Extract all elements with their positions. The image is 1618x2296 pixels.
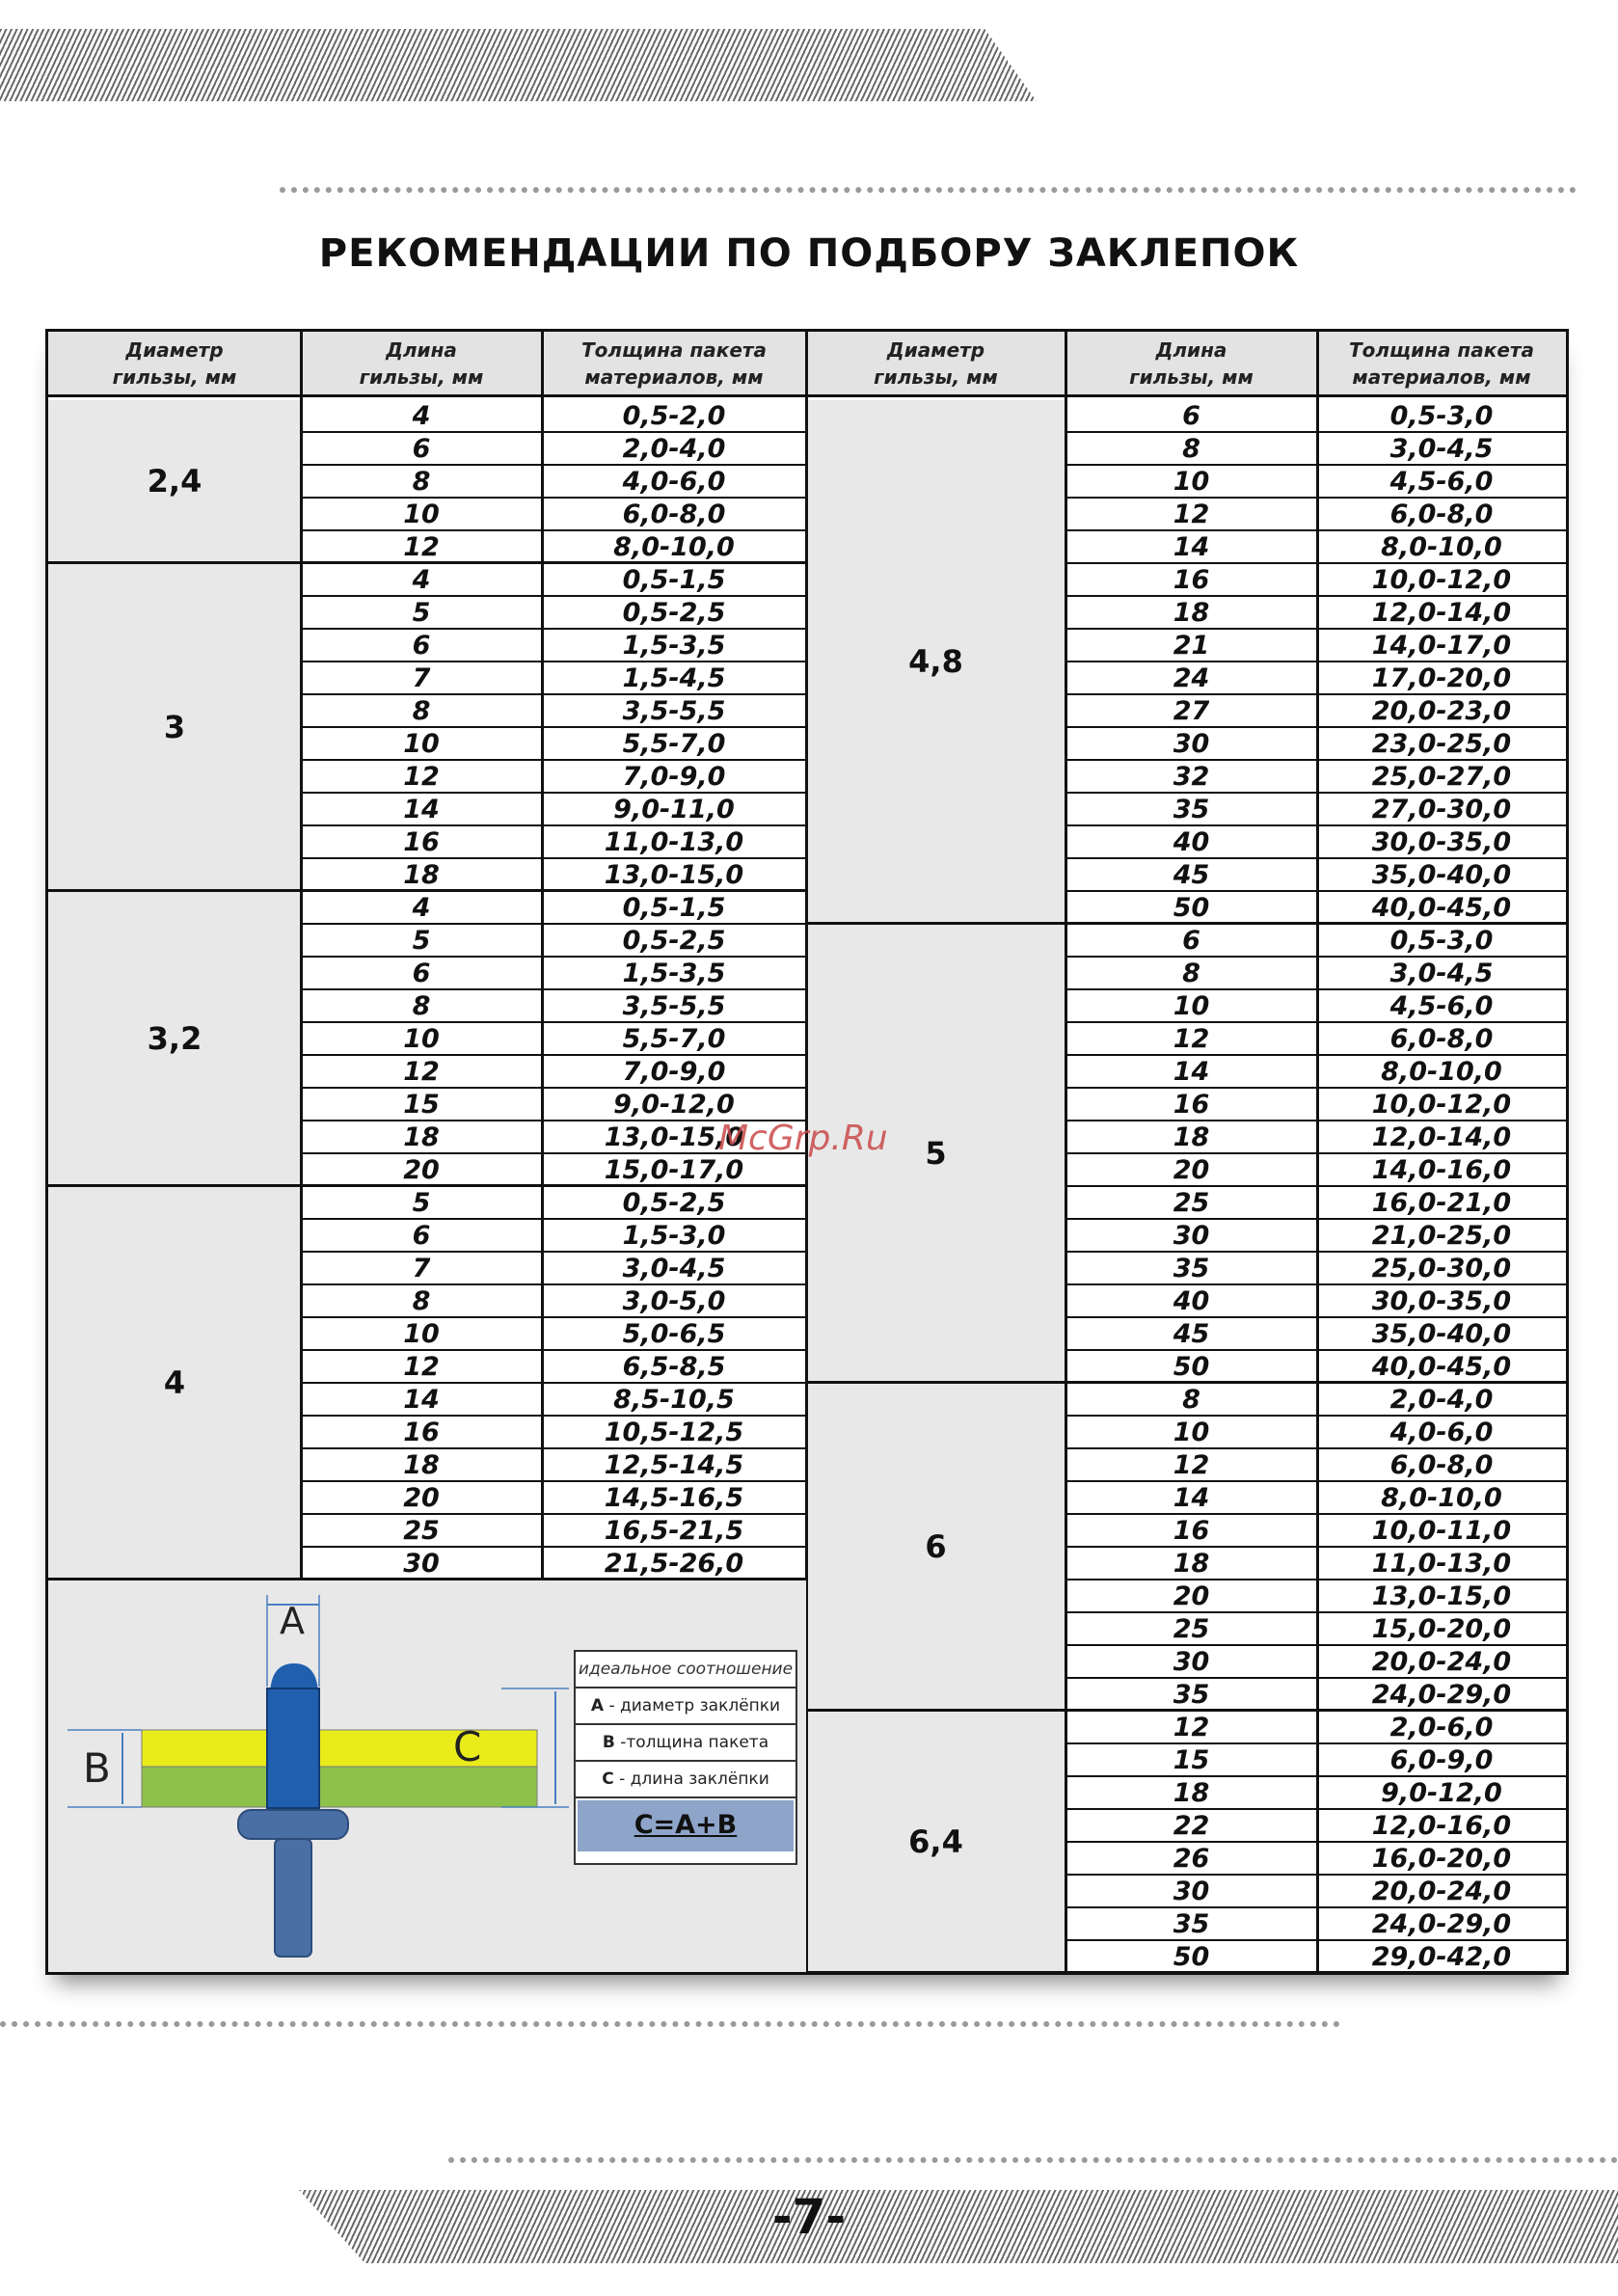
rivet-flange: [238, 1810, 348, 1839]
thickness-cell: 12,0-14,0: [1317, 597, 1566, 630]
length-cell: 18: [1065, 597, 1317, 630]
length-cell: 18: [301, 1449, 542, 1482]
length-cell: 10: [301, 1318, 542, 1351]
thickness-cell: 8,0-10,0: [1317, 1056, 1566, 1089]
thickness-cell: 12,0-14,0: [1317, 1121, 1566, 1154]
length-cell: 20: [1065, 1154, 1317, 1187]
thickness-cell: 0,5-2,5: [542, 925, 806, 958]
length-cell: 18: [1065, 1121, 1317, 1154]
length-cell: 12: [1065, 499, 1317, 531]
length-cell: 32: [1065, 761, 1317, 794]
thickness-cell: 3,0-5,0: [542, 1285, 806, 1318]
diameter-group-right: 5: [806, 925, 1065, 1384]
length-cell: 14: [1065, 1056, 1317, 1089]
length-cell: 10: [301, 728, 542, 761]
thickness-cell: 3,5-5,5: [542, 695, 806, 728]
thickness-cell: 24,0-29,0: [1317, 1679, 1566, 1712]
length-cell: 16: [1065, 1515, 1317, 1548]
thickness-cell: 13,0-15,0: [542, 1121, 806, 1154]
thickness-cell: 16,0-21,0: [1317, 1187, 1566, 1220]
length-cell: 8: [1065, 433, 1317, 466]
legend-formula: C=A+B: [578, 1800, 794, 1851]
thickness-cell: 20,0-23,0: [1317, 695, 1566, 728]
label-b: B: [83, 1744, 111, 1792]
divider: [300, 332, 303, 1578]
length-cell: 20: [1065, 1580, 1317, 1613]
diameter-group-right: 6,4: [806, 1712, 1065, 1974]
length-cell: 50: [1065, 892, 1317, 925]
thickness-cell: 4,0-6,0: [1317, 1417, 1566, 1449]
length-cell: 20: [301, 1154, 542, 1187]
thickness-cell: 15,0-20,0: [1317, 1613, 1566, 1646]
length-cell: 14: [1065, 531, 1317, 564]
length-cell: 12: [1065, 1023, 1317, 1056]
thickness-cell: 2,0-4,0: [1317, 1384, 1566, 1417]
length-cell: 10: [1065, 466, 1317, 499]
thickness-cell: 0,5-3,0: [1317, 925, 1566, 958]
thickness-cell: 29,0-42,0: [1317, 1941, 1566, 1974]
thickness-cell: 40,0-45,0: [1317, 892, 1566, 925]
thickness-cell: 0,5-3,0: [1317, 400, 1566, 433]
thickness-cell: 3,0-4,5: [542, 1253, 806, 1285]
thickness-cell: 6,5-8,5: [542, 1351, 806, 1384]
length-cell: 15: [1065, 1744, 1317, 1777]
length-cell: 10: [301, 1023, 542, 1056]
divider: [541, 332, 544, 1578]
thickness-cell: 10,0-11,0: [1317, 1515, 1566, 1548]
thickness-cell: 21,5-26,0: [542, 1548, 806, 1580]
thickness-cell: 0,5-2,5: [542, 1187, 806, 1220]
header-diameter-right: Диаметр гильзы, мм: [806, 332, 1065, 397]
length-cell: 12: [301, 1056, 542, 1089]
length-cell: 22: [1065, 1810, 1317, 1843]
length-cell: 14: [301, 794, 542, 826]
diameter-group-left: 4: [48, 1187, 301, 1580]
thickness-cell: 27,0-30,0: [1317, 794, 1566, 826]
thickness-cell: 8,5-10,5: [542, 1384, 806, 1417]
length-cell: 12: [301, 761, 542, 794]
length-cell: 7: [301, 662, 542, 695]
length-cell: 27: [1065, 695, 1317, 728]
length-cell: 12: [1065, 1449, 1317, 1482]
length-cell: 5: [301, 925, 542, 958]
length-cell: 50: [1065, 1941, 1317, 1974]
thickness-cell: 25,0-30,0: [1317, 1253, 1566, 1285]
thickness-cell: 17,0-20,0: [1317, 662, 1566, 695]
thickness-cell: 12,0-16,0: [1317, 1810, 1566, 1843]
length-cell: 4: [301, 564, 542, 597]
length-cell: 24: [1065, 662, 1317, 695]
length-cell: 35: [1065, 1908, 1317, 1941]
length-cell: 16: [1065, 1089, 1317, 1121]
length-cell: 16: [301, 1417, 542, 1449]
rivet-mandrel: [275, 1839, 311, 1957]
col-right-diameter: [806, 332, 1065, 1972]
length-cell: 10: [1065, 990, 1317, 1023]
thickness-cell: 11,0-13,0: [542, 826, 806, 859]
thickness-cell: 8,0-10,0: [1317, 1482, 1566, 1515]
thickness-cell: 14,0-16,0: [1317, 1154, 1566, 1187]
length-cell: 15: [301, 1089, 542, 1121]
length-cell: 4: [301, 892, 542, 925]
diameter-group-right: 6: [806, 1384, 1065, 1712]
length-cell: 16: [1065, 564, 1317, 597]
thickness-cell: 7,0-9,0: [542, 1056, 806, 1089]
length-cell: 12: [1065, 1712, 1317, 1744]
length-cell: 14: [301, 1384, 542, 1417]
length-cell: 26: [1065, 1843, 1317, 1876]
thickness-cell: 5,5-7,0: [542, 1023, 806, 1056]
layer-bottom: [142, 1767, 537, 1807]
header-diameter-left: Диаметр гильзы, мм: [48, 332, 301, 397]
length-cell: 6: [1065, 925, 1317, 958]
rivet-diagram: [48, 1578, 806, 1972]
page-number: -7-: [771, 2189, 847, 2245]
thickness-cell: 10,0-12,0: [1317, 564, 1566, 597]
length-cell: 35: [1065, 1679, 1317, 1712]
length-cell: 8: [301, 466, 542, 499]
diameter-group-left: 3,2: [48, 892, 301, 1187]
header-thickness-left: Толщина пакета материалов, мм: [542, 332, 806, 397]
thickness-cell: 6,0-8,0: [1317, 1023, 1566, 1056]
thickness-cell: 6,0-8,0: [1317, 499, 1566, 531]
length-cell: 18: [301, 1121, 542, 1154]
length-cell: 10: [1065, 1417, 1317, 1449]
thickness-cell: 1,5-3,0: [542, 1220, 806, 1253]
thickness-cell: 4,0-6,0: [542, 466, 806, 499]
divider: [1065, 332, 1067, 1972]
thickness-cell: 23,0-25,0: [1317, 728, 1566, 761]
length-cell: 30: [1065, 728, 1317, 761]
header-length-left: Длина гильзы, мм: [301, 332, 542, 397]
rivet-table: [45, 329, 1569, 1975]
header-length-right: Длина гильзы, мм: [1065, 332, 1317, 397]
header-hatch-band: [0, 29, 1037, 101]
thickness-cell: 10,5-12,5: [542, 1417, 806, 1449]
thickness-cell: 1,5-3,5: [542, 630, 806, 662]
length-cell: 6: [301, 433, 542, 466]
length-cell: 30: [1065, 1220, 1317, 1253]
thickness-cell: 8,0-10,0: [542, 531, 806, 564]
thickness-cell: 20,0-24,0: [1317, 1876, 1566, 1908]
length-cell: 50: [1065, 1351, 1317, 1384]
legend-item-c: C - длина заклёпки: [576, 1762, 796, 1798]
length-cell: 7: [301, 1253, 542, 1285]
thickness-cell: 5,0-6,5: [542, 1318, 806, 1351]
length-cell: 10: [301, 499, 542, 531]
thickness-cell: 25,0-27,0: [1317, 761, 1566, 794]
length-cell: 40: [1065, 826, 1317, 859]
thickness-cell: 30,0-35,0: [1317, 826, 1566, 859]
page-title: РЕКОМЕНДАЦИИ ПО ПОДБОРУ ЗАКЛЕПОК: [318, 231, 1300, 276]
length-cell: 45: [1065, 1318, 1317, 1351]
footer-dotted-rule: [0, 2021, 1340, 2027]
thickness-cell: 14,5-16,5: [542, 1482, 806, 1515]
length-cell: 6: [301, 1220, 542, 1253]
thickness-cell: 40,0-45,0: [1317, 1351, 1566, 1384]
length-cell: 25: [1065, 1187, 1317, 1220]
thickness-cell: 10,0-12,0: [1317, 1089, 1566, 1121]
length-cell: 8: [1065, 958, 1317, 990]
label-a: A: [280, 1600, 305, 1642]
thickness-cell: 16,0-20,0: [1317, 1843, 1566, 1876]
header-dotted-rule: [280, 187, 1577, 193]
length-cell: 25: [301, 1515, 542, 1548]
length-cell: 8: [1065, 1384, 1317, 1417]
thickness-cell: 5,5-7,0: [542, 728, 806, 761]
thickness-cell: 6,0-8,0: [542, 499, 806, 531]
diameter-group-right: 4,8: [806, 400, 1065, 925]
header-thickness-right: Толщина пакета материалов, мм: [1317, 332, 1566, 397]
length-cell: 30: [301, 1548, 542, 1580]
length-cell: 8: [301, 990, 542, 1023]
rivet-body: [267, 1688, 319, 1808]
length-cell: 5: [301, 1187, 542, 1220]
length-cell: 18: [1065, 1777, 1317, 1810]
thickness-cell: 8,0-10,0: [1317, 531, 1566, 564]
length-cell: 25: [1065, 1613, 1317, 1646]
divider: [1316, 332, 1319, 1972]
thickness-cell: 13,0-15,0: [542, 859, 806, 892]
thickness-cell: 16,5-21,5: [542, 1515, 806, 1548]
thickness-cell: 11,0-13,0: [1317, 1548, 1566, 1580]
thickness-cell: 0,5-2,5: [542, 597, 806, 630]
length-cell: 20: [301, 1482, 542, 1515]
thickness-cell: 4,5-6,0: [1317, 466, 1566, 499]
legend-box: [574, 1650, 797, 1865]
thickness-cell: 15,0-17,0: [542, 1154, 806, 1187]
thickness-cell: 9,0-12,0: [542, 1089, 806, 1121]
length-cell: 18: [1065, 1548, 1317, 1580]
thickness-cell: 13,0-15,0: [1317, 1580, 1566, 1613]
length-cell: 5: [301, 597, 542, 630]
thickness-cell: 0,5-1,5: [542, 564, 806, 597]
length-cell: 35: [1065, 794, 1317, 826]
length-cell: 45: [1065, 859, 1317, 892]
diameter-group-left: 2,4: [48, 400, 301, 564]
length-cell: 35: [1065, 1253, 1317, 1285]
thickness-cell: 14,0-17,0: [1317, 630, 1566, 662]
length-cell: 30: [1065, 1876, 1317, 1908]
length-cell: 18: [301, 859, 542, 892]
thickness-cell: 6,0-8,0: [1317, 1449, 1566, 1482]
thickness-cell: 30,0-35,0: [1317, 1285, 1566, 1318]
diameter-group-left: 3: [48, 564, 301, 892]
legend-title: идеальное соотношение: [576, 1652, 796, 1688]
thickness-cell: 21,0-25,0: [1317, 1220, 1566, 1253]
thickness-cell: 20,0-24,0: [1317, 1646, 1566, 1679]
col-right-thickness: [1317, 332, 1566, 1972]
thickness-cell: 1,5-4,5: [542, 662, 806, 695]
thickness-cell: 12,5-14,5: [542, 1449, 806, 1482]
thickness-cell: 3,0-4,5: [1317, 958, 1566, 990]
thickness-cell: 9,0-12,0: [1317, 1777, 1566, 1810]
thickness-cell: 1,5-3,5: [542, 958, 806, 990]
watermark: McGrp.Ru: [718, 1119, 888, 1158]
thickness-cell: 2,0-4,0: [542, 433, 806, 466]
legend-item-b: B -толщина пакета: [576, 1725, 796, 1762]
thickness-cell: 35,0-40,0: [1317, 1318, 1566, 1351]
legend-item-a: A - диаметр заклёпки: [576, 1688, 796, 1725]
thickness-cell: 2,0-6,0: [1317, 1712, 1566, 1744]
rivet-illustration: [48, 1580, 569, 1966]
thickness-cell: 0,5-2,0: [542, 400, 806, 433]
length-cell: 4: [301, 400, 542, 433]
thickness-cell: 7,0-9,0: [542, 761, 806, 794]
length-cell: 8: [301, 1285, 542, 1318]
label-c: C: [453, 1723, 482, 1770]
length-cell: 40: [1065, 1285, 1317, 1318]
length-cell: 6: [301, 630, 542, 662]
length-cell: 30: [1065, 1646, 1317, 1679]
thickness-cell: 24,0-29,0: [1317, 1908, 1566, 1941]
thickness-cell: 9,0-11,0: [542, 794, 806, 826]
thickness-cell: 3,5-5,5: [542, 990, 806, 1023]
footer-dotted-rule-2: [448, 2157, 1618, 2163]
length-cell: 21: [1065, 630, 1317, 662]
length-cell: 14: [1065, 1482, 1317, 1515]
length-cell: 12: [301, 1351, 542, 1384]
thickness-cell: 4,5-6,0: [1317, 990, 1566, 1023]
length-cell: 12: [301, 531, 542, 564]
thickness-cell: 0,5-1,5: [542, 892, 806, 925]
length-cell: 8: [301, 695, 542, 728]
length-cell: 6: [1065, 400, 1317, 433]
thickness-cell: 6,0-9,0: [1317, 1744, 1566, 1777]
thickness-cell: 35,0-40,0: [1317, 859, 1566, 892]
col-right-length: [1065, 332, 1317, 1972]
length-cell: 6: [301, 958, 542, 990]
thickness-cell: 3,0-4,5: [1317, 433, 1566, 466]
length-cell: 16: [301, 826, 542, 859]
